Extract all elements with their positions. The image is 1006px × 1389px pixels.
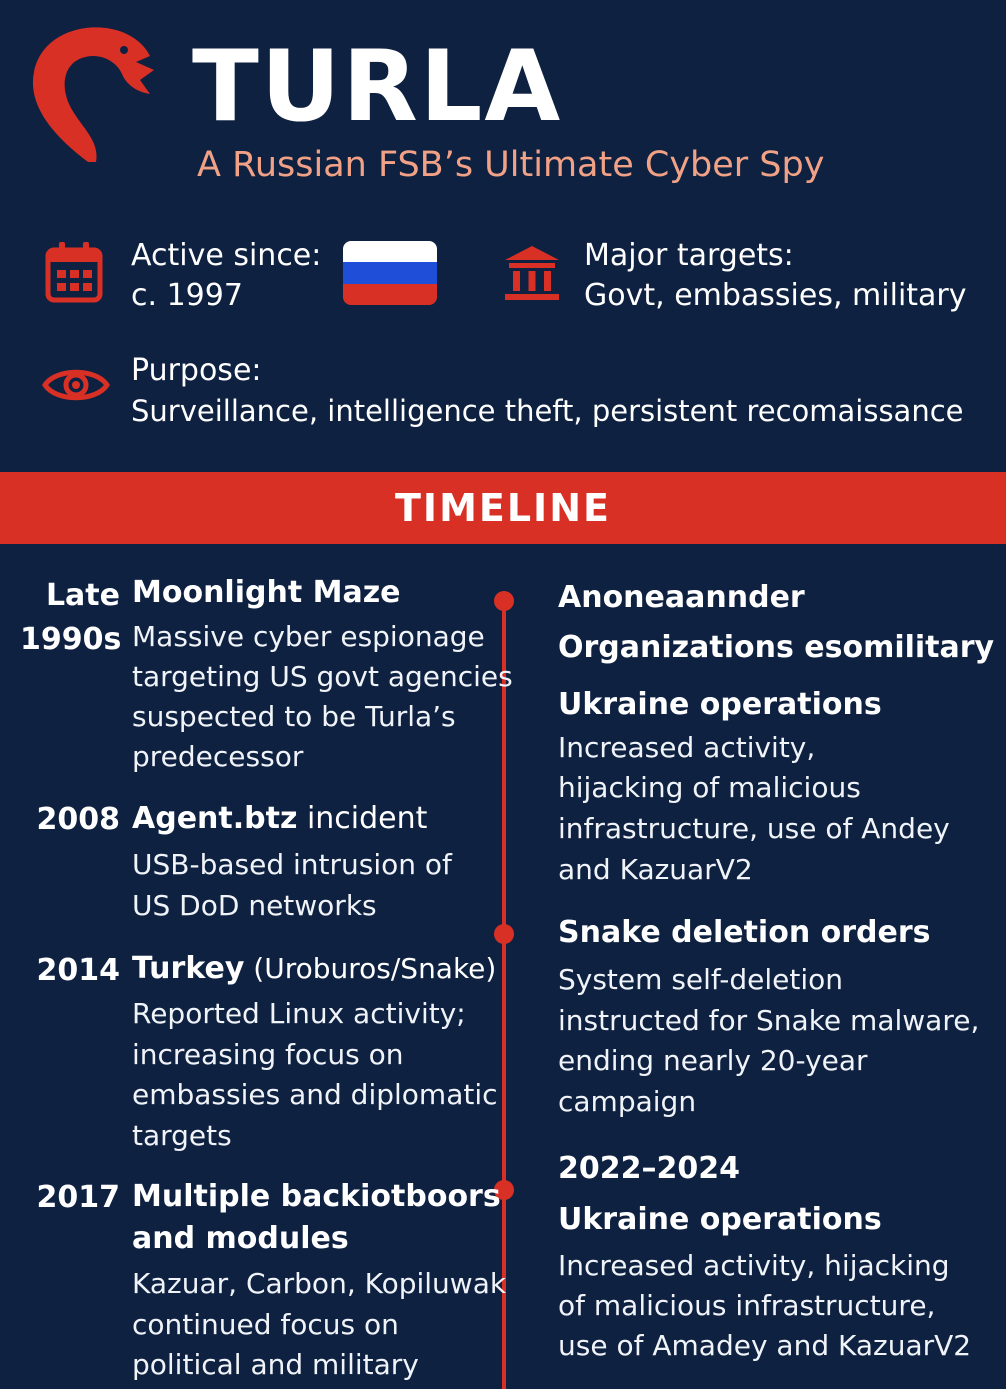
event-description: increasing focus on [132, 1038, 404, 1071]
event-year: 2017 [36, 1180, 120, 1215]
event-description: of malicious infrastructure, [558, 1289, 936, 1322]
event-description: instructed for Snake malware, [558, 1004, 980, 1037]
targets-value: Govt, embassies, military [584, 278, 967, 313]
event-description: USB-based intrusion of [132, 848, 452, 881]
event-description: campaign [558, 1085, 697, 1118]
event-year: 1990s [20, 622, 122, 657]
event-year: Late [45, 578, 120, 613]
event-description: predecessor [132, 740, 304, 773]
event-description: Reported Linux activity; [132, 997, 466, 1030]
event-description: ending nearly 20-year [558, 1044, 868, 1077]
event-title: Turkey (Uroburos/Snake) [132, 951, 497, 986]
purpose-label: Purpose: [131, 353, 262, 388]
event-description: suspected to be Turla’s [132, 700, 456, 733]
event-description: hijacking of malicious [558, 771, 861, 804]
active-since-label: Active since: [131, 238, 322, 273]
event-description: embassies and diplomatic [132, 1078, 498, 1111]
page-subtitle: A Russian FSB’s Ultimate Cyber Spy [197, 145, 825, 185]
timeline-heading: TIMELINE [395, 486, 611, 530]
event-description: targeting US govt agencies [132, 660, 513, 693]
timeline-dot [494, 924, 514, 944]
event-description: System self-deletion [558, 963, 843, 996]
event-description: Kazuar, Carbon, Kopiluwak [132, 1267, 507, 1300]
event-title: Agent.btz incident [132, 801, 428, 836]
snake-logo-icon [28, 22, 158, 167]
russia-flag-icon [343, 241, 437, 305]
page-title: TURLA [192, 30, 563, 144]
government-building-icon [503, 244, 561, 302]
eye-icon [42, 362, 110, 408]
event-description: Increased activity, [558, 731, 816, 764]
event-title: and modules [132, 1221, 349, 1256]
event-year: 2014 [36, 953, 120, 988]
calendar-icon [45, 240, 103, 304]
event-title: Organizations esomilitary [558, 630, 995, 665]
targets-label: Major targets: [584, 238, 794, 273]
event-description: use of Amadey and KazuarV2 [558, 1329, 972, 1362]
active-since-value: c. 1997 [131, 278, 243, 313]
timeline-dot [494, 591, 514, 611]
event-description: targets [132, 1119, 232, 1152]
event-description: US DoD networks [132, 889, 377, 922]
event-year: 2022–2024 [558, 1151, 740, 1186]
event-title: Snake deletion orders [558, 915, 931, 950]
event-description: Increased activity, hijacking [558, 1249, 950, 1282]
event-title: Ukraine operations [558, 1202, 882, 1237]
event-description: political and military [132, 1348, 419, 1381]
event-description: Massive cyber espionage [132, 620, 485, 653]
event-title: Moonlight Maze [132, 575, 401, 610]
event-year: 2008 [36, 802, 120, 837]
event-description: and KazuarV2 [558, 853, 753, 886]
event-title: Anoneaannder [558, 580, 805, 615]
event-description: infrastructure, use of Andey [558, 812, 950, 845]
event-description: continued focus on [132, 1308, 399, 1341]
purpose-value: Surveillance, intelligence theft, persistent recomaissance [131, 394, 964, 428]
event-title: Multiple backiotboors [132, 1179, 501, 1214]
event-title: Ukraine operations [558, 687, 882, 722]
